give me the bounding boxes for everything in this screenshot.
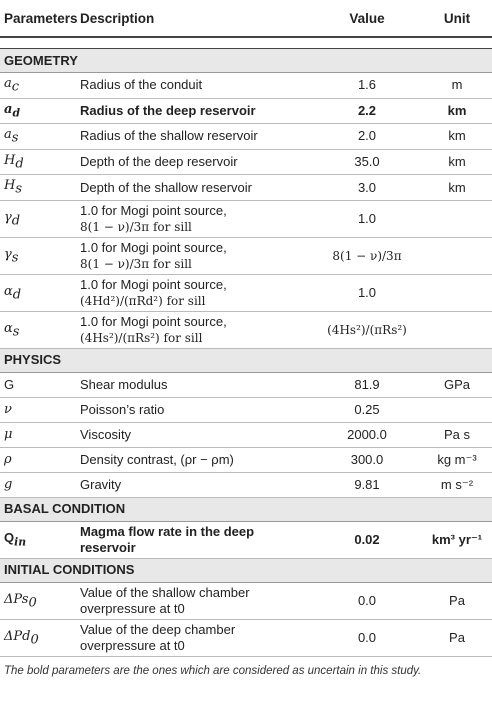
section-initial-conditions <box>0 558 492 582</box>
param-value: 81.9 <box>312 372 422 397</box>
table-row <box>0 98 492 124</box>
spacer-row <box>0 37 492 49</box>
param-description: Depth of the shallow reservoir <box>76 175 312 201</box>
param-description: Radius of the conduit <box>76 73 312 99</box>
table-row <box>0 619 492 656</box>
param-unit <box>422 237 492 274</box>
param-value: 1.0 <box>312 200 422 237</box>
table-row <box>0 472 492 497</box>
param-description: Shear modulus <box>76 372 312 397</box>
param-unit <box>422 397 492 422</box>
table-row <box>0 237 492 274</box>
param-symbol: $\gamma_d$ <box>0 200 76 237</box>
param-description: Radius of the deep reservoir <box>76 98 312 124</box>
param-symbol: ρ <box>0 447 76 472</box>
param-symbol: ν <box>0 397 76 422</box>
table-row <box>0 124 492 150</box>
param-unit: km <box>422 98 492 124</box>
param-unit <box>422 311 492 348</box>
param-description: 1.0 for Mogi point source, (4Hd²)/(πRd²) for sill <box>76 274 312 311</box>
param-symbol: $H_d$ <box>0 149 76 175</box>
table-row <box>0 149 492 175</box>
param-symbol: $\gamma_s$ <box>0 237 76 274</box>
table-row <box>0 311 492 348</box>
param-description: Density contrast, (ρr − ρm) <box>76 447 312 472</box>
table-row <box>0 447 492 472</box>
section-label: GEOMETRY <box>0 49 492 73</box>
param-value: 9.81 <box>312 472 422 497</box>
param-description: Poisson’s ratio <box>76 397 312 422</box>
param-unit: Pa <box>422 619 492 656</box>
table-row <box>0 422 492 447</box>
param-description: Radius of the shallow reservoir <box>76 124 312 150</box>
table-row <box>0 274 492 311</box>
param-unit: km <box>422 175 492 201</box>
table-row <box>0 521 492 558</box>
param-symbol: $H_s$ <box>0 175 76 201</box>
table-row <box>0 73 492 99</box>
param-unit: km <box>422 124 492 150</box>
param-value: 2000.0 <box>312 422 422 447</box>
header-unit: Unit <box>422 0 492 37</box>
param-unit: km³ yr⁻¹ <box>422 521 492 558</box>
param-value: (4Hs²)/(πRs²) <box>312 311 422 348</box>
param-value: 300.0 <box>312 447 422 472</box>
param-value: 0.02 <box>312 521 422 558</box>
table-row <box>0 397 492 422</box>
param-description: Value of the deep chamber overpressure at t0 <box>76 619 312 656</box>
param-description: Gravity <box>76 472 312 497</box>
section-basal-condition <box>0 497 492 521</box>
section-geometry <box>0 49 492 73</box>
table-row <box>0 175 492 201</box>
param-description: Depth of the deep reservoir <box>76 149 312 175</box>
param-value: 3.0 <box>312 175 422 201</box>
section-label: INITIAL CONDITIONS <box>0 558 492 582</box>
section-label: BASAL CONDITION <box>0 497 492 521</box>
param-symbol: g <box>0 472 76 497</box>
header-description: Description <box>76 0 312 37</box>
param-description: 1.0 for Mogi point source, 8(1 − ν)/3π for sill <box>76 200 312 237</box>
param-unit: Pa s <box>422 422 492 447</box>
param-value: 0.25 <box>312 397 422 422</box>
param-symbol: G <box>0 372 76 397</box>
header-row <box>0 0 492 37</box>
param-value: 2.0 <box>312 124 422 150</box>
param-symbol: $a_s$ <box>0 124 76 150</box>
param-symbol: $\alpha_s$ <box>0 311 76 348</box>
param-value: 8(1 − ν)/3π <box>312 237 422 274</box>
param-symbol: $\alpha_d$ <box>0 274 76 311</box>
param-symbol: $a_c$ <box>0 73 76 99</box>
param-unit: GPa <box>422 372 492 397</box>
param-symbol: μ <box>0 422 76 447</box>
table-row <box>0 582 492 619</box>
param-description: Magma flow rate in the deep reservoir <box>76 521 312 558</box>
param-unit <box>422 274 492 311</box>
param-description: 1.0 for Mogi point source, 8(1 − ν)/3π for sill <box>76 237 312 274</box>
param-description: Viscosity <box>76 422 312 447</box>
table-row <box>0 200 492 237</box>
table-footnote: The bold parameters are the ones which are considered as uncertain in this study. <box>4 664 422 677</box>
section-physics <box>0 348 492 372</box>
param-unit: Pa <box>422 582 492 619</box>
param-symbol: ΔPs$_0$ <box>0 582 76 619</box>
param-unit: m s⁻² <box>422 472 492 497</box>
param-value: 1.6 <box>312 73 422 99</box>
param-value: 0.0 <box>312 619 422 656</box>
param-description: 1.0 for Mogi point source, (4Hs²)/(πRs²) for sill <box>76 311 312 348</box>
param-symbol: ΔPd$_0$ <box>0 619 76 656</box>
param-unit: km <box>422 149 492 175</box>
param-value: 1.0 <box>312 274 422 311</box>
param-unit <box>422 200 492 237</box>
header-parameters: Parameters <box>0 0 76 37</box>
section-label: PHYSICS <box>0 348 492 372</box>
param-value: 0.0 <box>312 582 422 619</box>
param-value: 2.2 <box>312 98 422 124</box>
param-symbol: $a_d$ <box>0 98 76 124</box>
param-unit: m <box>422 73 492 99</box>
param-symbol: $Q_{in}$ <box>0 521 76 558</box>
param-value: 35.0 <box>312 149 422 175</box>
param-unit: kg m⁻³ <box>422 447 492 472</box>
param-description: Value of the shallow chamber overpressure at t0 <box>76 582 312 619</box>
header-value: Value <box>312 0 422 37</box>
table-row <box>0 372 492 397</box>
